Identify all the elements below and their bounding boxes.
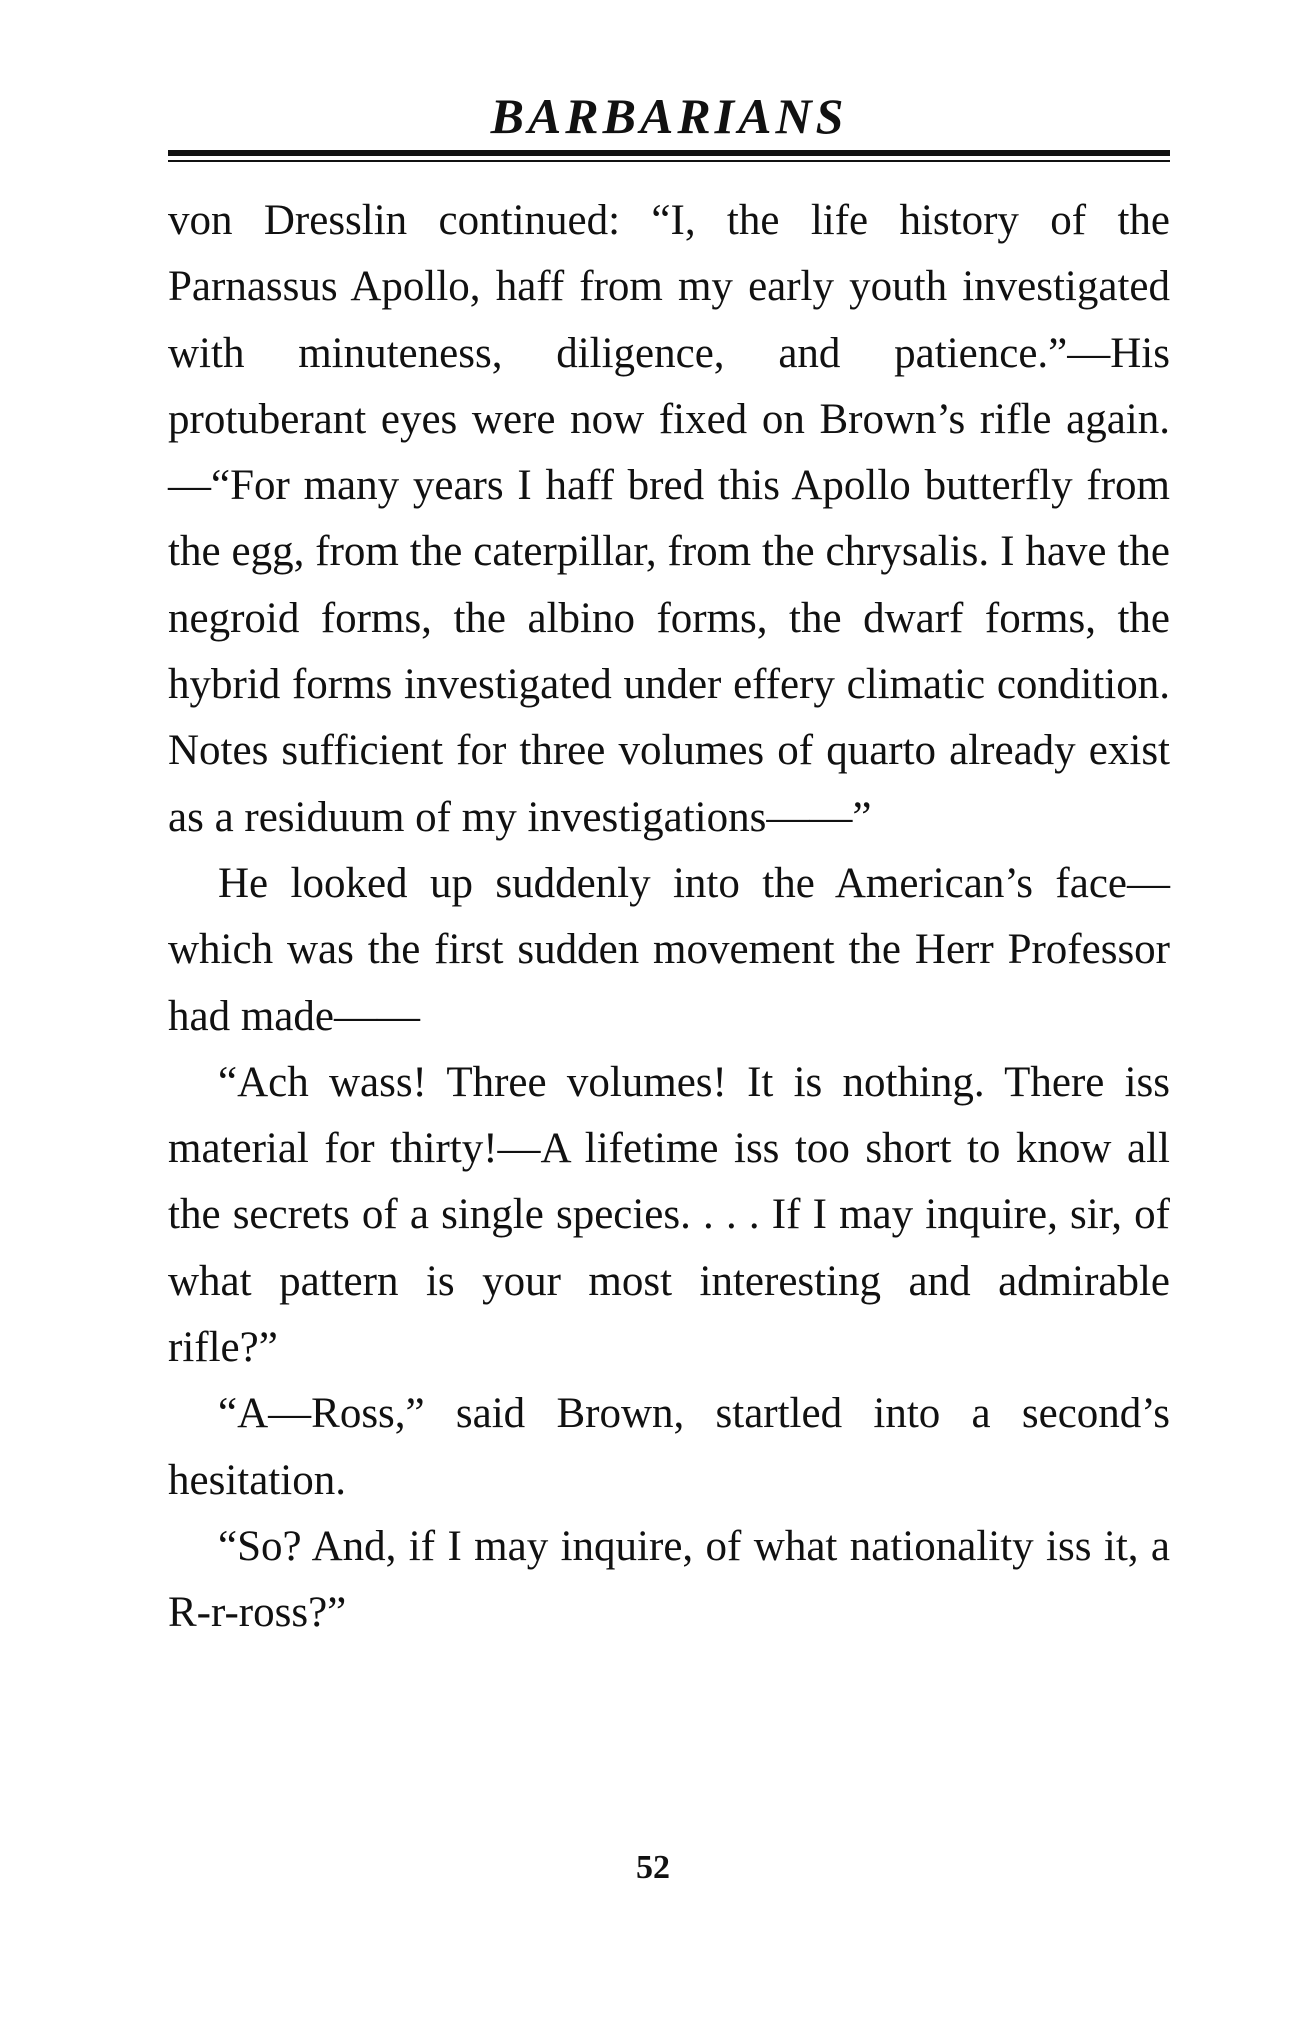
- paragraph-5: “So? And, if I may inquire, of what nationality iss it, a R-r-ross?”: [168, 1522, 1170, 1637]
- header-rule-thick: [168, 150, 1170, 156]
- paragraph-4: “A—Ross,” said Brown, startled into a second’s hesitation.: [168, 1390, 1170, 1504]
- paragraph-2: He looked up suddenly into the American’s face—which was the first sudden movement the Herr Professor had made——: [168, 859, 1170, 1040]
- page-number: 52: [636, 1849, 670, 1886]
- running-head: BARBARIANS: [490, 88, 848, 144]
- paragraph-1: von Dresslin continued: “I, the life history of the Parnassus Apollo, haff from my early youth investigated with minuteness, diligence, and patience.”—His protuberant eyes were now fixed on Brown’s rifle again.—“For many years I haff bred this Apollo butterfly from the egg, from the caterpillar, from the chrysalis. I have the negroid forms, the albino forms, the dwarf forms, the hybrid forms investigated under effery climatic condition. Notes sufficient for three volumes of quarto already exist as a residuum of my investigations——”: [168, 197, 1170, 841]
- paragraph-3: “Ach wass! Three volumes! It is nothing. There iss material for thirty!—A lifetime iss too short to know all the secrets of a single species. . . . If I may inquire, sir, of what pattern is your most interesting and admirable rifle?”: [168, 1058, 1170, 1372]
- body-text: [168, 188, 1170, 1647]
- header-rule-thin: [168, 160, 1170, 162]
